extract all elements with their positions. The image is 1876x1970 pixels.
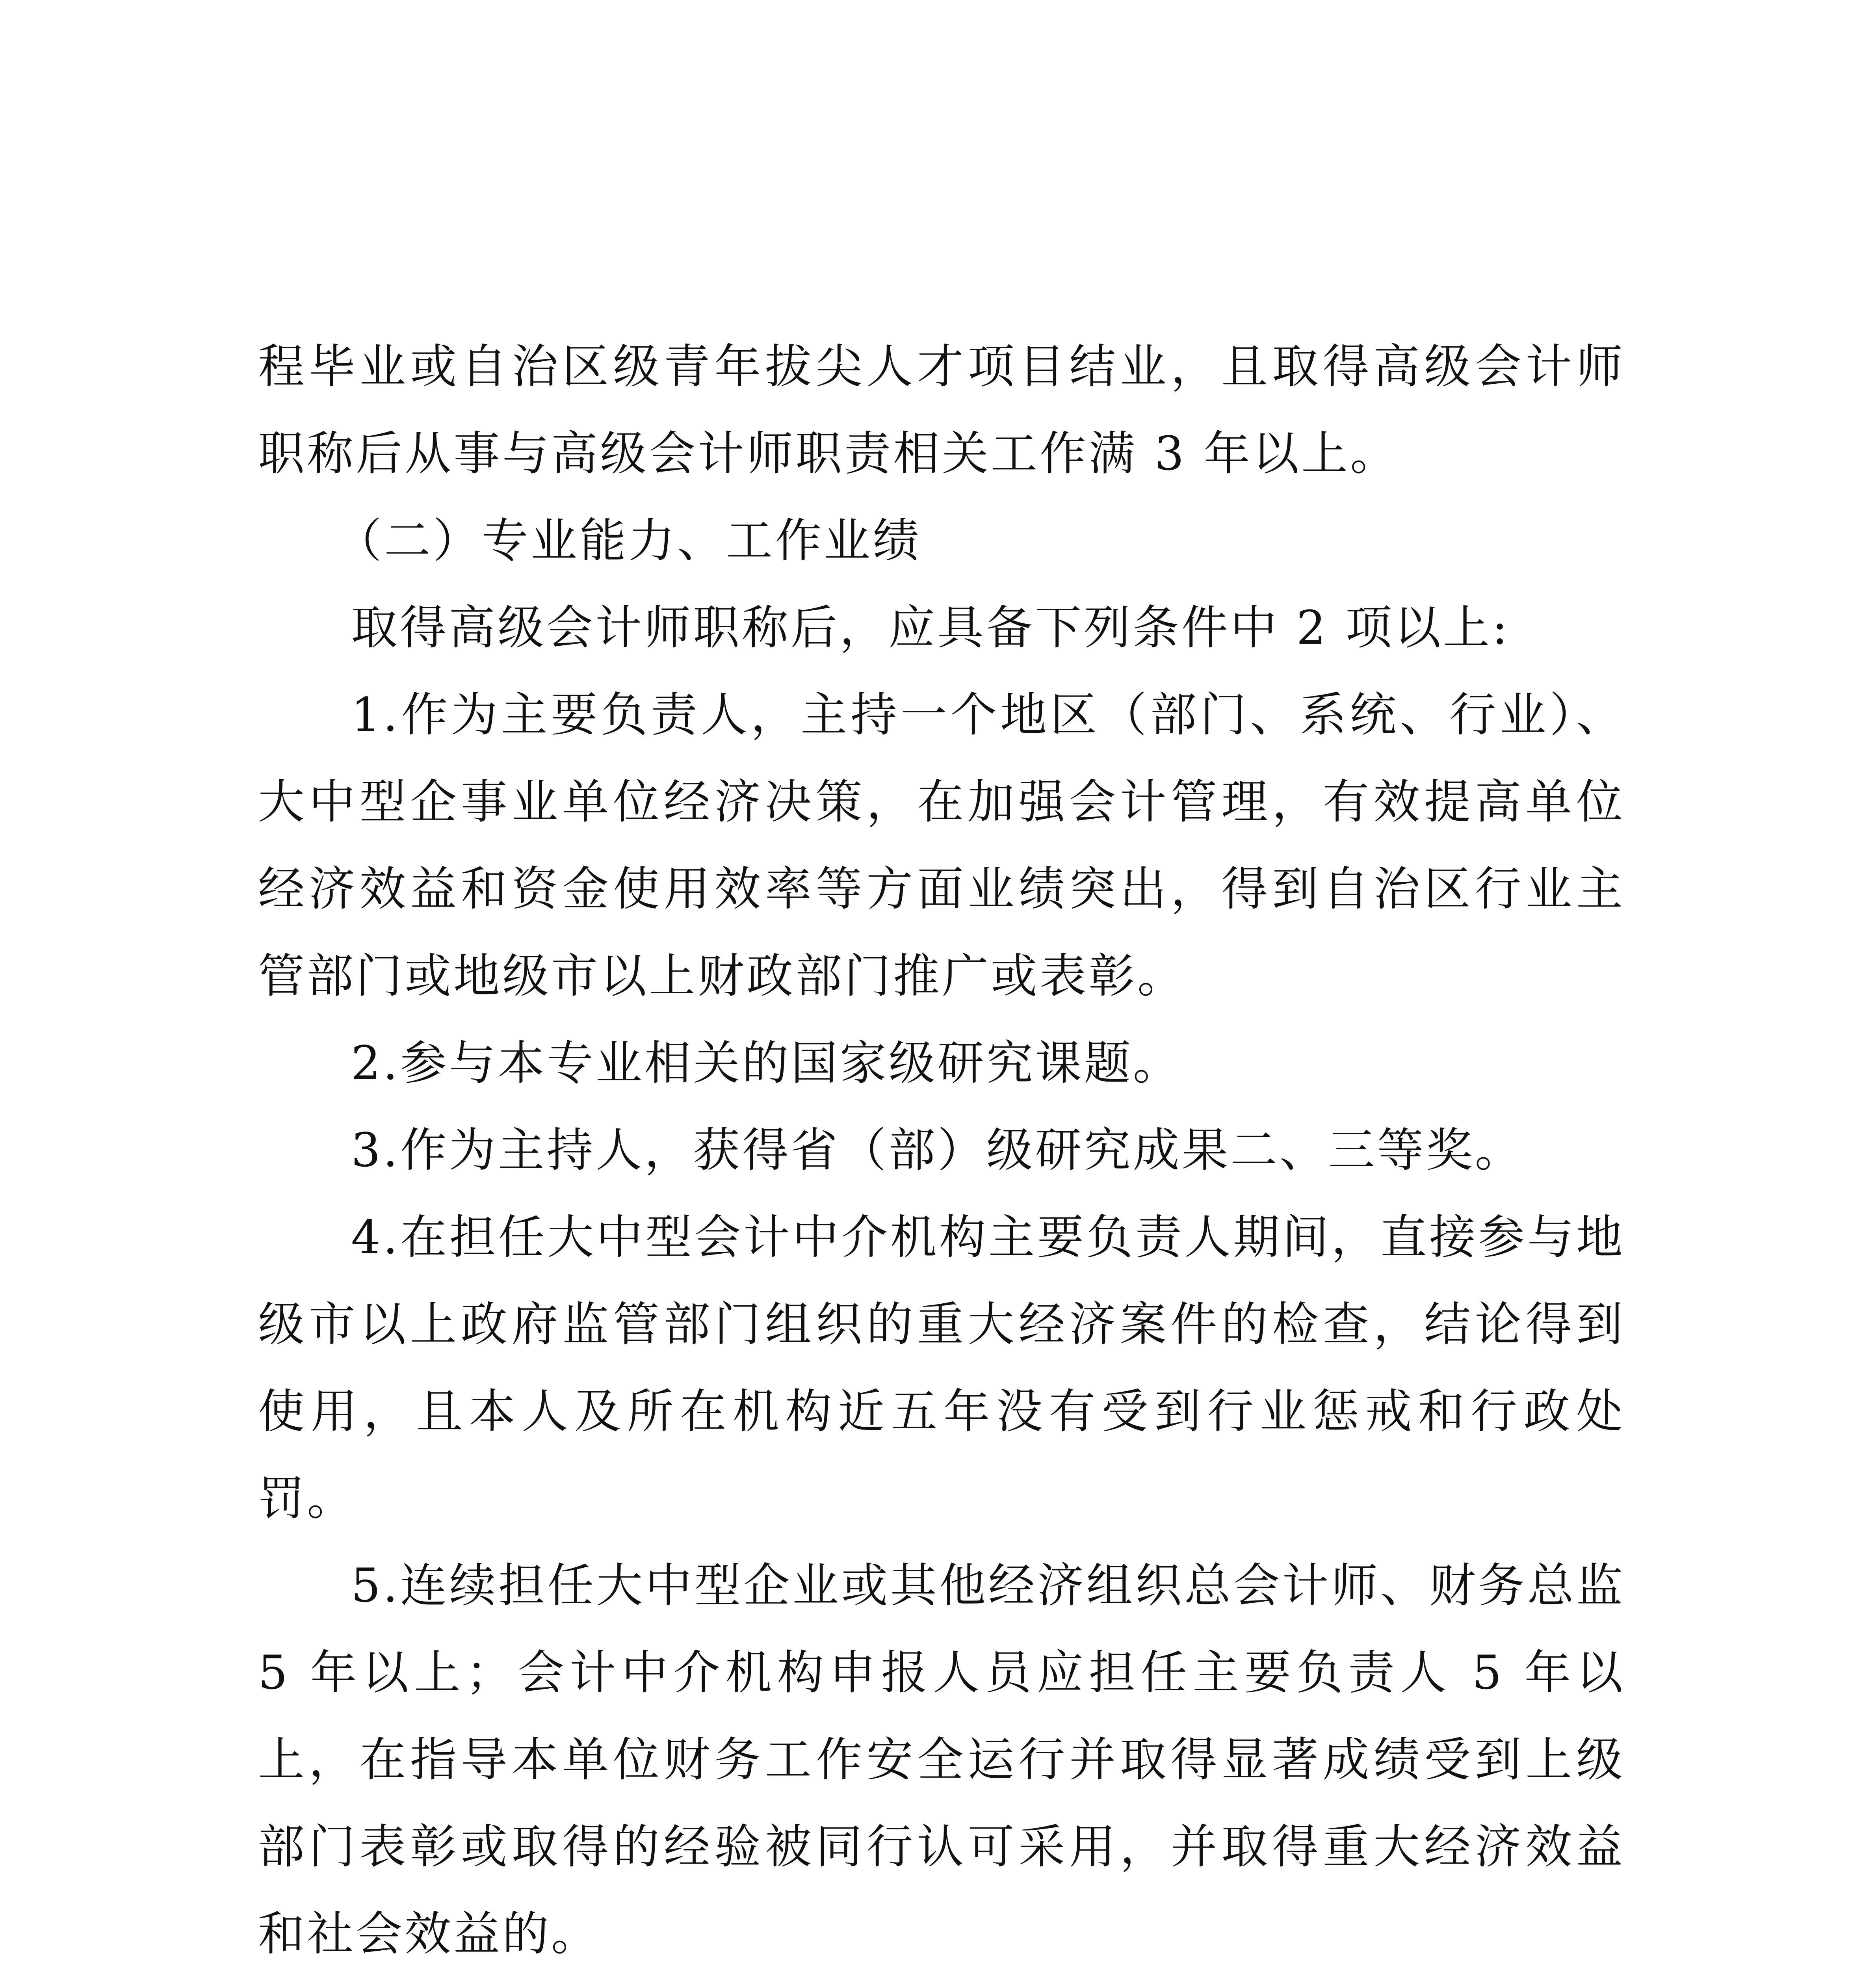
paragraph-condition-2: 2.参与本专业相关的国家级研究课题。 xyxy=(351,1036,1182,1090)
paragraph-condition-5: 5.连续担任大中型企业或其他经济组织总会计师、财务总监 5 年以上；会计中介机构申报人员应担任主要负责人 5 年以上，在指导本单位财务工作安全运行并取得显著成绩受到上级部门表彰或取得的经验被同行认可采用，并取得重大经济效益和社会效益的。 xyxy=(258,1558,1625,1961)
paragraph-condition-3: 3.作为主持人，获得省（部）级研究成果二、三等奖。 xyxy=(351,1123,1524,1177)
paragraph-conditions-intro: 取得高级会计师职称后，应具备下列条件中 2 项以上: xyxy=(351,600,1510,655)
paragraph-condition-4: 4.在担任大中型会计中介机构主要负责人期间，直接参与地级市以上政府监管部门组织的重大经济案件的检查，结论得到使用，且本人及所在机构近五年没有受到行业惩戒和行政处罚。 xyxy=(258,1210,1625,1526)
document-body xyxy=(258,323,1625,1970)
paragraph-continuation: 程毕业或自治区级青年拔尖人才项目结业，且取得高级会计师职称后从事与高级会计师职责相关工作满 3 年以上。 xyxy=(258,339,1625,481)
section-heading-professional-ability: （二）专业能力、工作业绩 xyxy=(335,513,922,568)
paragraph-condition-1: 1.作为主要负责人，主持一个地区（部门、系统、行业）、大中型企事业单位经济决策，在加强会计管理，有效提高单位经济效益和资金使用效率等方面业绩突出，得到自治区行业主管部门或地级市以上财政部门推广或表彰。 xyxy=(258,688,1625,1003)
